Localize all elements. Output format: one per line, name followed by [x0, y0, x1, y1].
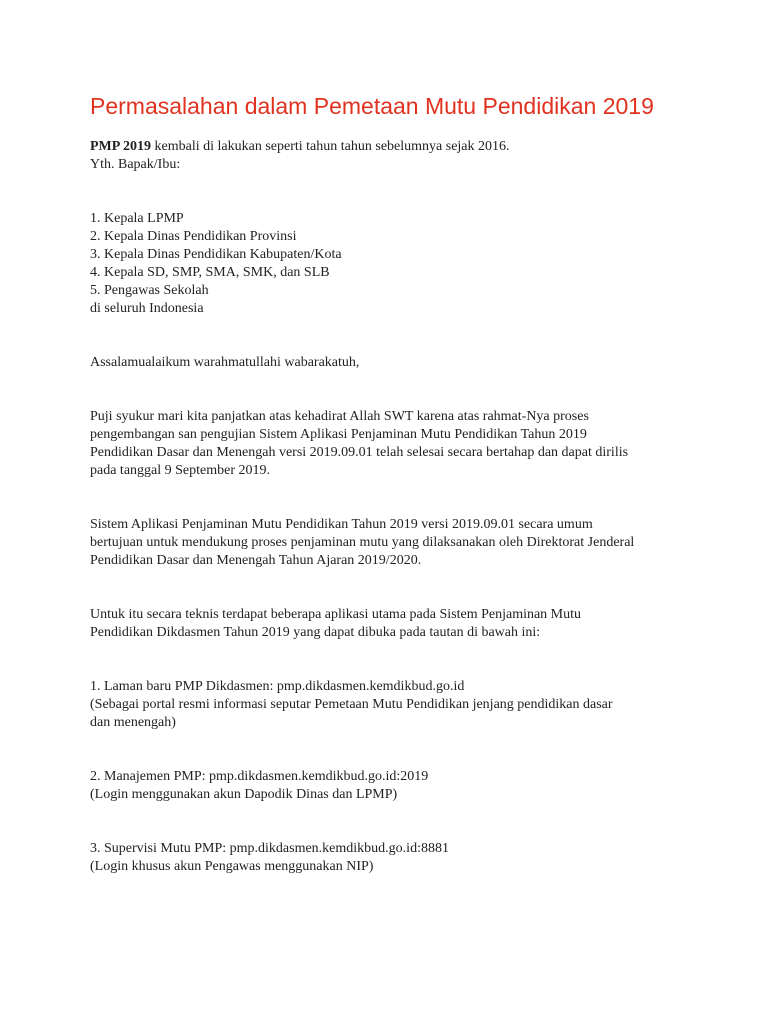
- intro-rest: kembali di lakukan seperti tahun tahun sebelumnya sejak 2016.: [151, 139, 510, 154]
- document-page: [90, 90, 690, 876]
- paragraph-1: [90, 408, 690, 480]
- paragraph-line: Puji syukur mari kita panjatkan atas kehadirat Allah SWT karena atas rahmat-Nya proses: [90, 409, 589, 424]
- document-body: [90, 138, 690, 876]
- app-note-line: (Login menggunakan akun Dapodik Dinas dan LPMP): [90, 787, 398, 802]
- app-link-line: 1. Laman baru PMP Dikdasmen: pmp.dikdasmen.kemdikbud.go.id: [90, 679, 465, 694]
- document-title: Permasalahan dalam Pemetaan Mutu Pendidikan 2019: [90, 93, 654, 119]
- paragraph-2: [90, 516, 690, 570]
- app-note-line: dan menengah): [90, 715, 176, 730]
- paragraph-line: bertujuan untuk mendukung proses penjaminan mutu yang dilaksanakan oleh Direktorat Jenderal: [90, 535, 635, 550]
- app-link-line: 2. Manajemen PMP: pmp.dikdasmen.kemdikbud.go.id:2019: [90, 769, 429, 784]
- intro-line: [90, 138, 690, 156]
- list-item: 3. Kepala Dinas Pendidikan Kabupaten/Kota: [90, 247, 342, 262]
- paragraph-line: Sistem Aplikasi Penjaminan Mutu Pendidikan Tahun 2019 versi 2019.09.01 secara umum: [90, 517, 593, 532]
- app-item-3: [90, 840, 690, 876]
- paragraph-line: Untuk itu secara teknis terdapat beberapa aplikasi utama pada Sistem Penjaminan Mutu: [90, 607, 582, 622]
- paragraph-line: Pendidikan Dasar dan Menengah versi 2019.09.01 telah selesai secara bertahap dan dapat dirilis: [90, 445, 629, 460]
- app-note-line: (Sebagai portal resmi informasi seputar Pemetaan Mutu Pendidikan jenjang pendidikan dasar: [90, 697, 613, 712]
- list-item: 5. Pengawas Sekolah: [90, 283, 209, 298]
- recipient-list: [90, 210, 690, 300]
- list-item: 1. Kepala LPMP: [90, 211, 184, 226]
- app-item-2: [90, 768, 690, 804]
- app-item-1: [90, 678, 690, 732]
- intro-bold: PMP 2019: [90, 139, 152, 154]
- app-note-line: (Login khusus akun Pengawas menggunakan NIP): [90, 859, 374, 874]
- greeting-to: Yth. Bapak/Ibu:: [90, 157, 181, 172]
- app-link-line: 3. Supervisi Mutu PMP: pmp.dikdasmen.kemdikbud.go.id:8881: [90, 841, 449, 856]
- paragraph-line: pada tanggal 9 September 2019.: [90, 463, 271, 478]
- recipients-location: di seluruh Indonesia: [90, 301, 204, 316]
- paragraph-line: Pendidikan Dikdasmen Tahun 2019 yang dapat dibuka pada tautan di bawah ini:: [90, 625, 541, 640]
- paragraph-3: [90, 606, 690, 642]
- list-item: 4. Kepala SD, SMP, SMA, SMK, dan SLB: [90, 265, 330, 280]
- paragraph-line: Pendidikan Dasar dan Menengah Tahun Ajaran 2019/2020.: [90, 553, 422, 568]
- salam-line: Assalamualaikum warahmatullahi wabarakatuh,: [90, 355, 360, 370]
- paragraph-line: pengembangan san pengujian Sistem Aplikasi Penjaminan Mutu Pendidikan Tahun 2019: [90, 427, 587, 442]
- list-item: 2. Kepala Dinas Pendidikan Provinsi: [90, 229, 297, 244]
